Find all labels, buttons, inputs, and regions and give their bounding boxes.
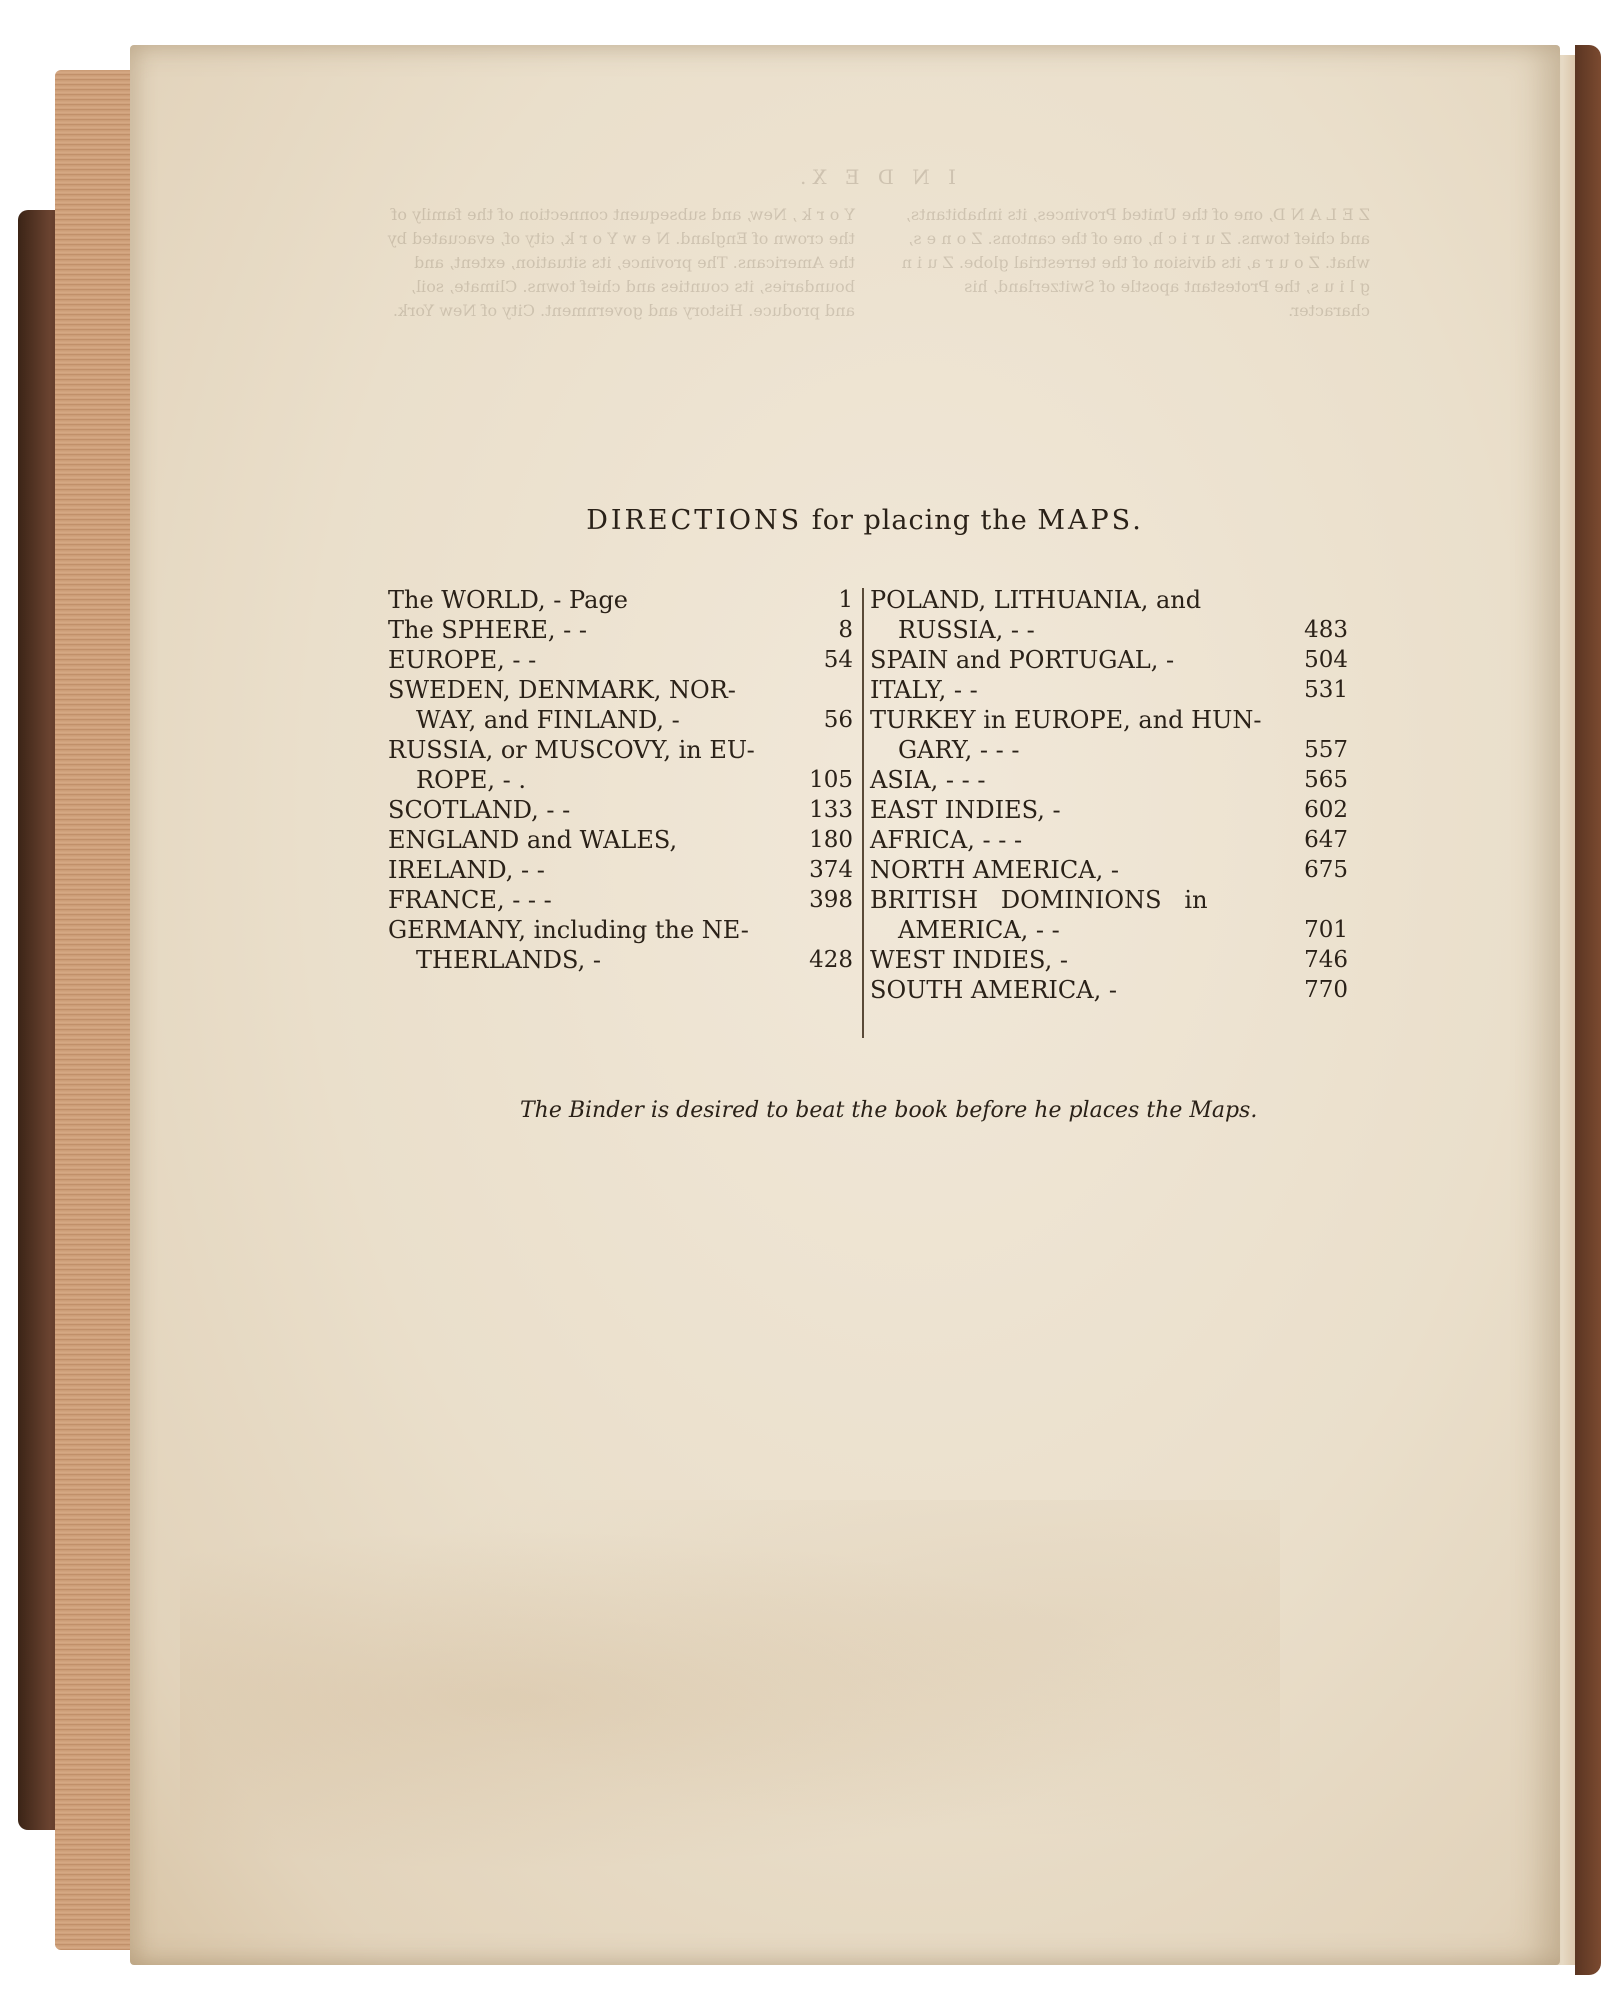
map-entry: [388, 915, 853, 975]
map-entry: [388, 795, 853, 825]
map-entry-page: 374: [809, 857, 853, 883]
map-entry-page: 180: [809, 827, 853, 853]
map-entry: [388, 825, 853, 855]
map-entry-name: ASIA, - - -: [870, 766, 986, 794]
map-entry-page: 602: [1304, 797, 1348, 823]
map-entry: [870, 705, 1348, 765]
map-entry-name-continued: WAY, and FINLAND, -: [416, 706, 680, 734]
map-entry: [388, 615, 853, 645]
map-entry: [388, 675, 853, 735]
map-entry-name-continued: RUSSIA, - -: [898, 616, 1035, 644]
map-entry-name-continued: AMERICA, - -: [898, 916, 1060, 944]
map-entry-name: ENGLAND and WALES,: [388, 826, 678, 854]
map-entry-name: SPAIN and PORTUGAL, -: [870, 646, 1175, 674]
map-entry-page: 557: [1304, 737, 1348, 763]
map-entry-name: ITALY, - -: [870, 676, 978, 704]
map-entry-page: 105: [809, 767, 853, 793]
map-entry-page: 428: [809, 947, 853, 973]
map-entry-name: EAST INDIES, -: [870, 796, 1061, 824]
map-entry: [870, 885, 1348, 945]
map-entry-name: The SPHERE, - -: [388, 616, 588, 644]
map-entry-name: WEST INDIES, -: [870, 946, 1068, 974]
map-entry: [388, 585, 853, 615]
map-entry-name: The WORLD, - Page: [388, 586, 628, 614]
map-entry: [870, 975, 1348, 1005]
binder-note: The Binder is desired to beat the book before he places the Maps.: [520, 1098, 1258, 1123]
show-through-text: I N D E X. Z E L A N D, one of the United Provinces, its inhabitants, and chief towns. Z u r i c h, one of the cantons. Z o n e s, what. Z o u r a, its division of the terrestrial globe. Z u i n g l i u s, the Protestant apostle of Switzerland, his character. Y o r k , New, and subsequent connection of the family of the crown of England. N e w Y o r k, city of, evacuated by the Americans. The province, its situation, extent, and boundaries, its counties and chief towns. Climate, soil, and produce. History and government. City of New York.: [387, 165, 1370, 320]
map-entry: [870, 795, 1348, 825]
map-entry: [870, 825, 1348, 855]
title-directions: DIRECTIONS: [586, 505, 803, 536]
map-entry-name: POLAND, LITHUANIA, and: [870, 586, 1202, 614]
map-entry-page: 8: [838, 617, 853, 643]
map-entry: [870, 765, 1348, 795]
map-entry: [870, 855, 1348, 885]
map-entry-name: SWEDEN, DENMARK, NOR-: [388, 676, 736, 704]
map-entry-name: TURKEY in EUROPE, and HUN-: [870, 706, 1262, 734]
map-entry-page: 647: [1304, 827, 1348, 853]
map-entry-name: BRITISH DOMINIONS in: [870, 886, 1208, 914]
title-maps: MAPS.: [1037, 505, 1144, 536]
map-entry-name: SCOTLAND, - -: [388, 796, 571, 824]
map-entry-name: FRANCE, - - -: [388, 886, 552, 914]
map-entry-page: 56: [823, 707, 853, 733]
right-column: [870, 585, 1348, 1005]
column-divider: [862, 588, 864, 1038]
map-entry: [870, 675, 1348, 705]
map-entry: [388, 885, 853, 915]
map-entry-name: AFRICA, - - -: [870, 826, 1023, 854]
map-entry-name: NORTH AMERICA, -: [870, 856, 1119, 884]
map-entry-page: 504: [1304, 647, 1348, 673]
map-entry: [870, 585, 1348, 645]
map-entry: [388, 855, 853, 885]
map-entry-name-continued: GARY, - - -: [898, 736, 1020, 764]
map-entry-page: 54: [823, 647, 853, 673]
map-entry-page: 531: [1304, 677, 1348, 703]
map-entry-name: SOUTH AMERICA, -: [870, 976, 1117, 1004]
left-column: [388, 585, 853, 975]
map-entry-page: 701: [1304, 917, 1348, 943]
title-middle: for placing the: [811, 505, 1028, 536]
map-entry-name-continued: THERLANDS, -: [416, 946, 601, 974]
map-entry-page: 483: [1304, 617, 1348, 643]
map-entry-name: EUROPE, - -: [388, 646, 537, 674]
map-entry-name-continued: ROPE, - .: [416, 766, 527, 794]
map-entry: [870, 645, 1348, 675]
map-entry: [388, 645, 853, 675]
page-title: [520, 505, 1210, 536]
map-entry-name: RUSSIA, or MUSCOVY, in EU-: [388, 736, 755, 764]
map-entry-page: 565: [1304, 767, 1348, 793]
map-entry-page: 1: [838, 587, 853, 613]
map-entry-name: IRELAND, - -: [388, 856, 545, 884]
map-entry-page: 398: [809, 887, 853, 913]
map-entry-name: GERMANY, including the NE-: [388, 916, 749, 944]
map-entry-page: 746: [1304, 947, 1348, 973]
map-entry-page: 133: [809, 797, 853, 823]
map-entry-page: 770: [1304, 977, 1348, 1003]
map-entry-page: 675: [1304, 857, 1348, 883]
map-entry: [388, 735, 853, 795]
map-entry: [870, 945, 1348, 975]
